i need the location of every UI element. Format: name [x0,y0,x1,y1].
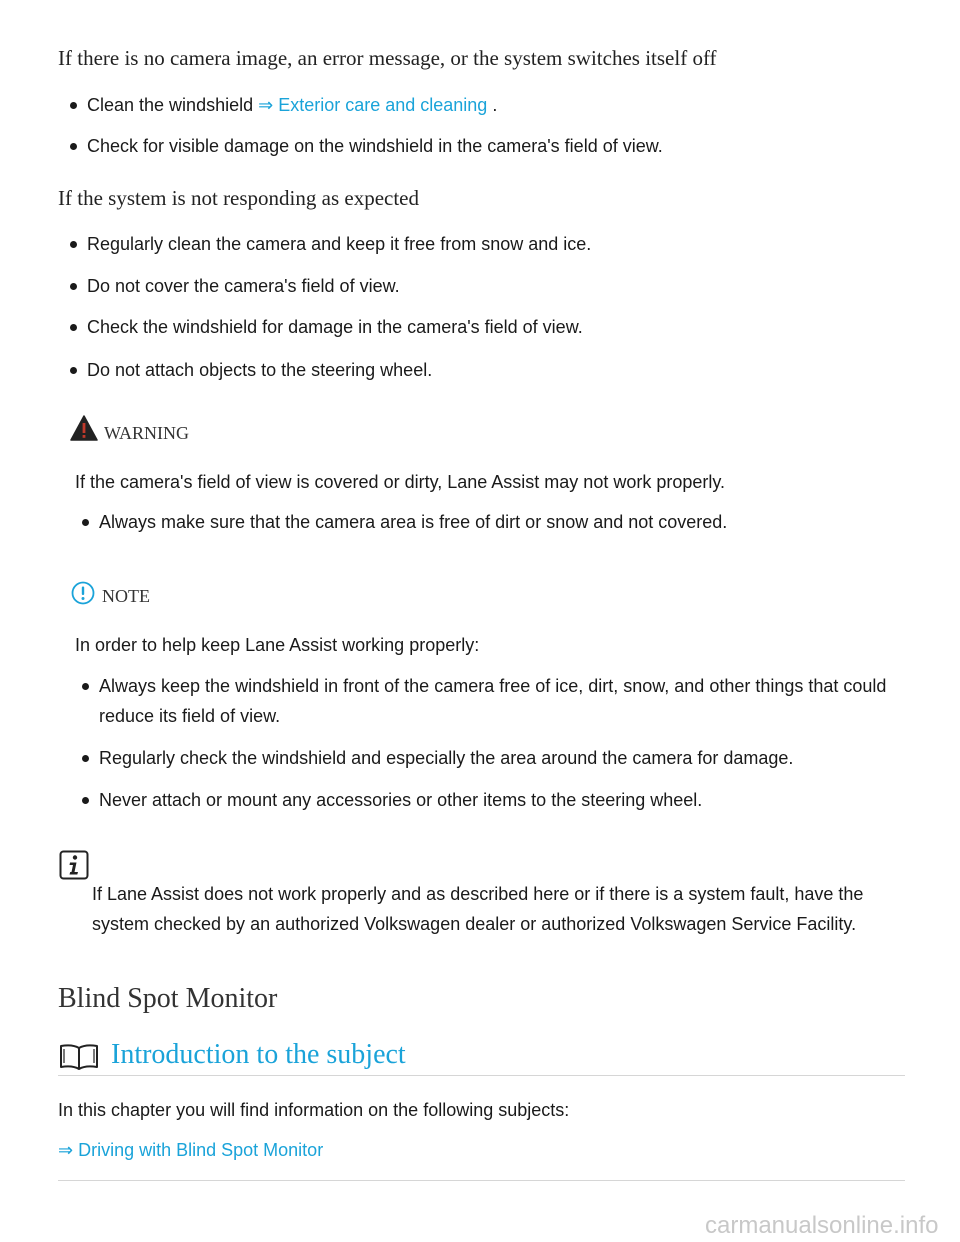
info-text: If Lane Assist does not work properly and as described here or if there is a system fault, have the system checked by an authorized Volkswagen dealer or authorized Volkswagen Service Facility. [92,884,864,934]
list-item: Never attach or mount any accessories or other items to the steering wheel. [99,785,702,815]
list-item: Always make sure that the camera area is free of dirt or snow and not covered. [99,507,727,537]
list-item: Check the windshield for damage in the camera's field of view. [87,312,583,342]
list-item: Regularly clean the camera and keep it free from snow and ice. [87,229,591,259]
note-label: NOTE [102,586,150,606]
intro-text: In this chapter you will find information on the following subjects: [58,1100,570,1120]
warning-icon [70,414,98,442]
link-driving-with-blind-spot-monitor[interactable]: ⇒ Driving with Blind Spot Monitor [58,1140,324,1160]
watermark: carmanualsonline.info [705,1212,939,1239]
list-item: Do not cover the camera's field of view. [87,271,400,301]
heading-not-responding: If the system is not responding as expected [58,186,419,210]
warning-text: If the camera's field of view is covered or dirty, Lane Assist may not work properly. [75,472,726,492]
book-icon [58,1042,100,1072]
warning-label: WARNING [104,423,189,443]
link-exterior-care[interactable]: ⇒ Exterior care and cleaning [258,95,488,115]
list-item: Regularly check the windshield and especially the area around the camera for damage. [99,743,793,773]
list-item: Do not attach objects to the steering wheel. [87,355,432,385]
list-item: Check for visible damage on the windshield in the camera's field of view. [87,131,663,161]
exclamation-circle-icon [71,581,95,605]
info-icon [59,850,89,880]
list-item: Always keep the windshield in front of the camera free of ice, dirt, snow, and other things that could reduce its field of view. [99,671,889,731]
heading-no-camera-image: If there is no camera image, an error message, or the system switches itself off [58,46,717,70]
intro-title: Introduction to the subject [111,1039,406,1070]
divider [58,1180,905,1181]
divider [58,1075,905,1076]
list-item: Clean the windshield ⇒ Exterior care and cleaning . [87,90,497,120]
section-title-blind-spot-monitor: Blind Spot Monitor [58,983,278,1014]
note-text: In order to help keep Lane Assist working properly: [75,635,480,655]
